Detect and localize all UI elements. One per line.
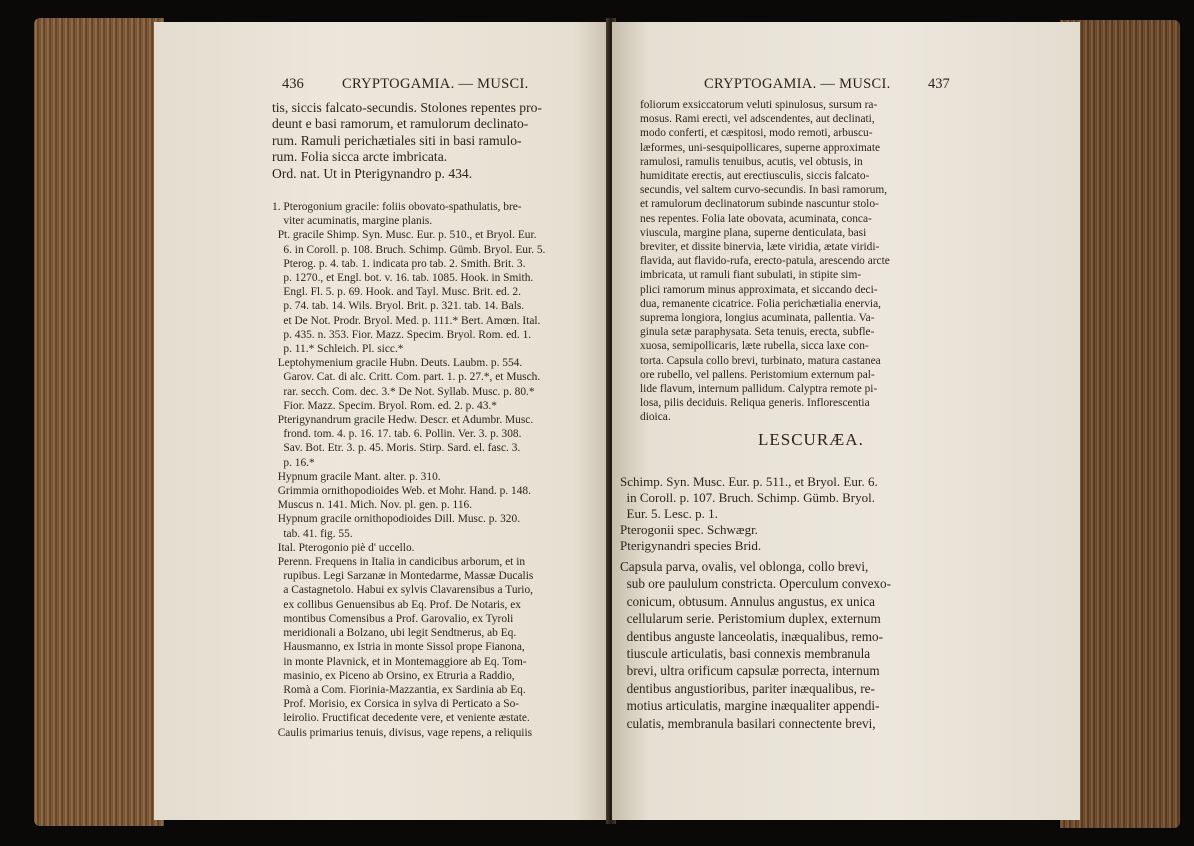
- genus-description: [620, 558, 891, 732]
- text-line: culatis, membranula basilari connectente brevi,: [620, 715, 876, 731]
- text-line: rum. Folia sicca arcte imbricata.: [272, 149, 448, 165]
- text-line: p. 16.*: [272, 456, 315, 469]
- text-line: frond. tom. 4. p. 16. 17. tab. 6. Pollin. Ver. 3. p. 308.: [272, 428, 522, 441]
- text-line: mosus. Rami erecti, vel adscendentes, aut declinati,: [640, 113, 875, 126]
- text-line: Romà a Com. Fiorinia-Mazzantia, ex Sardinia ab Eq.: [272, 683, 526, 696]
- text-line: Pterogonii spec. Schwægr.: [620, 522, 758, 537]
- text-line: dua, remanente cicatrice. Folia perichætialia enervia,: [640, 297, 881, 310]
- text-line: Sav. Bot. Etr. 3. p. 45. Moris. Stirp. Sard. el. fasc. 3.: [272, 442, 521, 455]
- text-line: tis, siccis falcato-secundis. Stolones repentes pro-: [272, 100, 542, 115]
- text-line: p. 11.* Schleich. Pl. sicc.*: [272, 343, 404, 356]
- text-line: a Castagnetolo. Habui ex sylvis Clavarensibus a Turio,: [272, 584, 534, 597]
- text-line: Engl. Fl. 5. p. 69. Hook. and Tayl. Musc. Brit. ed. 2.: [272, 286, 521, 299]
- text-line: viter acuminatis, margine planis.: [272, 215, 433, 228]
- text-line: ex collibus Genuensibus ab Eq. Prof. De Notaris, ex: [272, 598, 521, 611]
- text-line: foliorum exsiccatorum veluti spinulosus, sursum ra-: [640, 99, 878, 111]
- text-line: dentibus anguste lanceolatis, inæqualibus, remo-: [620, 628, 883, 644]
- left-body-text: [272, 200, 545, 740]
- text-line: losa, pilis deciduis. Reliqua generis. Inflorescentia: [640, 397, 870, 410]
- text-line: Pterog. p. 4. tab. 1. indicata pro tab. 2. Smith. Brit. 3.: [272, 257, 526, 270]
- text-line: Schimp. Syn. Musc. Eur. p. 511., et Bryol. Eur. 6.: [620, 474, 878, 489]
- text-line: masinio, ex Piceno ab Orsino, ex Etruria a Raddio,: [272, 669, 515, 682]
- text-line: p. 435. n. 353. Fior. Mazz. Specim. Bryol. Rom. ed. 1.: [272, 328, 532, 341]
- text-line: Hypnum gracile Mant. alter. p. 310.: [272, 470, 441, 483]
- text-line: suprema longiora, longius acuminata, pallentia. Va-: [640, 312, 875, 325]
- text-line: xuosa, semipollicaris, læte rubella, sicca laxe con-: [640, 340, 869, 353]
- text-line: secundis, vel saltem curvo-secundis. In basi ramorum,: [640, 184, 888, 197]
- left-intro-paragraph: [272, 100, 542, 182]
- text-line: Perenn. Frequens in Italia in candicibus arborum, et in: [272, 556, 526, 569]
- text-line: Leptohymenium gracile Hubn. Deuts. Laubm. p. 554.: [272, 357, 523, 370]
- text-line: humiditate erectis, aut erectiusculis, siccis falcato-: [640, 170, 870, 183]
- text-line: leirolio. Fructificat decedente vere, et veniente æstate.: [272, 712, 530, 725]
- text-line: meridionali a Bolzano, ubi legit Sendtnerus, ab Eq.: [272, 627, 517, 640]
- text-line: et De Not. Prodr. Bryol. Med. p. 111.* Bert. Amœn. Ital.: [272, 314, 541, 327]
- text-line: dioica.: [640, 411, 671, 424]
- text-line: viuscula, margine plana, superne denticulata, basi: [640, 226, 867, 239]
- text-line: plici ramorum minus approximata, et siccando deci-: [640, 283, 878, 296]
- text-line: rum. Ramuli perichætiales siti in basi ramulo-: [272, 132, 522, 148]
- text-line: Pterigynandrum gracile Hedw. Descr. et Adumbr. Musc.: [272, 414, 534, 427]
- right-body-text: [640, 98, 890, 425]
- text-line: dentibus angustioribus, pariter inæqualibus, re-: [620, 680, 875, 696]
- text-line: p. 74. tab. 14. Wils. Bryol. Brit. p. 321. tab. 14. Bals.: [272, 300, 525, 313]
- text-line: Ital. Pterogonio piè d' uccello.: [272, 541, 415, 554]
- text-line: torta. Capsula collo brevi, turbinato, matura castanea: [640, 354, 881, 367]
- text-line: Caulis primarius tenuis, divisus, vage repens, a reliquiis: [272, 726, 533, 739]
- right-page: [612, 22, 1080, 820]
- text-line: montibus Comensibus a Prof. Garovalio, ex Tyroli: [272, 612, 514, 625]
- text-line: Hypnum gracile ornithopodioides Dill. Musc. p. 320.: [272, 513, 521, 526]
- left-page-edges: [34, 18, 164, 826]
- text-line: ore rubello, vel pallens. Peristomium externum pal-: [640, 368, 875, 381]
- text-line: tab. 41. fig. 55.: [272, 527, 353, 540]
- text-line: deunt e basi ramorum, et ramulorum declinato-: [272, 116, 529, 132]
- text-line: Ord. nat. Ut in Pterigynandro p. 434.: [272, 165, 473, 181]
- right-running-head: CRYPTOGAMIA. — MUSCI.: [704, 76, 891, 92]
- text-line: modo conferti, et cæspitosi, modo remoti, arbuscu-: [640, 127, 873, 140]
- text-line: Prof. Morisio, ex Corsica in sylva di Perticato a So-: [272, 698, 520, 711]
- text-line: læformes, uni-sesquipollicares, superne approximate: [640, 141, 881, 154]
- text-line: Eur. 5. Lesc. p. 1.: [620, 506, 718, 521]
- right-folio: 437: [928, 76, 950, 92]
- text-line: in monte Plavnick, et in Montemaggiore ab Eq. Tom-: [272, 655, 527, 668]
- text-line: p. 1270., et Engl. bot. v. 16. tab. 1085. Hook. in Smith.: [272, 272, 534, 285]
- text-line: brevi, ultra orificum capsulæ porrecta, internum: [620, 663, 880, 679]
- genus-references: [620, 474, 878, 554]
- text-line: in Coroll. p. 107. Bruch. Schimp. Gümb. Bryol.: [620, 490, 875, 505]
- text-line: cellularum serie. Peristomium duplex, externum: [620, 611, 881, 627]
- text-line: motius articulatis, margine inæqualiter appendi-: [620, 698, 880, 714]
- text-line: rar. secch. Com. dec. 3.* De Not. Syllab. Musc. p. 80.*: [272, 385, 535, 398]
- section-title: LESCURÆA.: [758, 430, 864, 449]
- text-line: Grimmia ornithopodioides Web. et Mohr. Hand. p. 148.: [272, 485, 531, 498]
- text-line: breviter, et dissite binervia, læte viridia, ætate viridi-: [640, 241, 880, 254]
- text-line: rupibus. Legi Sarzanæ in Montedarme, Massæ Ducalis: [272, 570, 534, 583]
- text-line: flavida, aut flavido-rufa, erecto-patula, arescendo arcte: [640, 255, 890, 268]
- text-line: sub ore paululum constricta. Operculum convexo-: [620, 576, 892, 592]
- text-line: ginula setæ paraphysata. Seta tenuis, erecta, subfle-: [640, 326, 875, 339]
- text-line: Hausmanno, ex Istria in monte Sissol prope Fianona,: [272, 641, 525, 654]
- text-line: Capsula parva, ovalis, vel oblonga, collo brevi,: [620, 559, 869, 574]
- text-line: Fior. Mazz. Specim. Bryol. Rom. ed. 2. p. 43.*: [272, 399, 497, 412]
- left-page: [154, 22, 610, 820]
- left-folio: 436: [282, 76, 304, 92]
- text-line: 1. Pterogonium gracile: foliis obovato-spathulatis, bre-: [272, 201, 522, 213]
- text-line: tiuscule articulatis, basi connexis membranula: [620, 646, 871, 662]
- text-line: Muscus n. 141. Mich. Nov. pl. gen. p. 116.: [272, 499, 473, 512]
- text-line: imbricata, ut ramuli fiant subulati, in stipite sim-: [640, 269, 862, 282]
- left-running-head: CRYPTOGAMIA. — MUSCI.: [342, 76, 529, 92]
- text-line: 6. in Coroll. p. 108. Bruch. Schimp. Gümb. Bryol. Eur. 5.: [272, 243, 546, 256]
- text-line: Pterigynandri species Brid.: [620, 538, 762, 553]
- text-line: nes repentes. Folia late obovata, acuminata, conca-: [640, 212, 872, 225]
- text-line: conicum, obtusum. Annulus angustus, ex unica: [620, 593, 875, 609]
- text-line: et ramulorum declinatorum subinde nascuntur stolo-: [640, 198, 879, 211]
- text-line: ramulosi, ramulis tenuibus, acutis, vel obtusis, in: [640, 155, 863, 168]
- text-line: Garov. Cat. di alc. Critt. Com. part. 1. p. 27.*, et Musch.: [272, 371, 541, 384]
- text-line: lide flavum, internum pallidum. Calyptra remote pi-: [640, 383, 878, 396]
- text-line: Pt. gracile Shimp. Syn. Musc. Eur. p. 510., et Bryol. Eur.: [272, 229, 537, 242]
